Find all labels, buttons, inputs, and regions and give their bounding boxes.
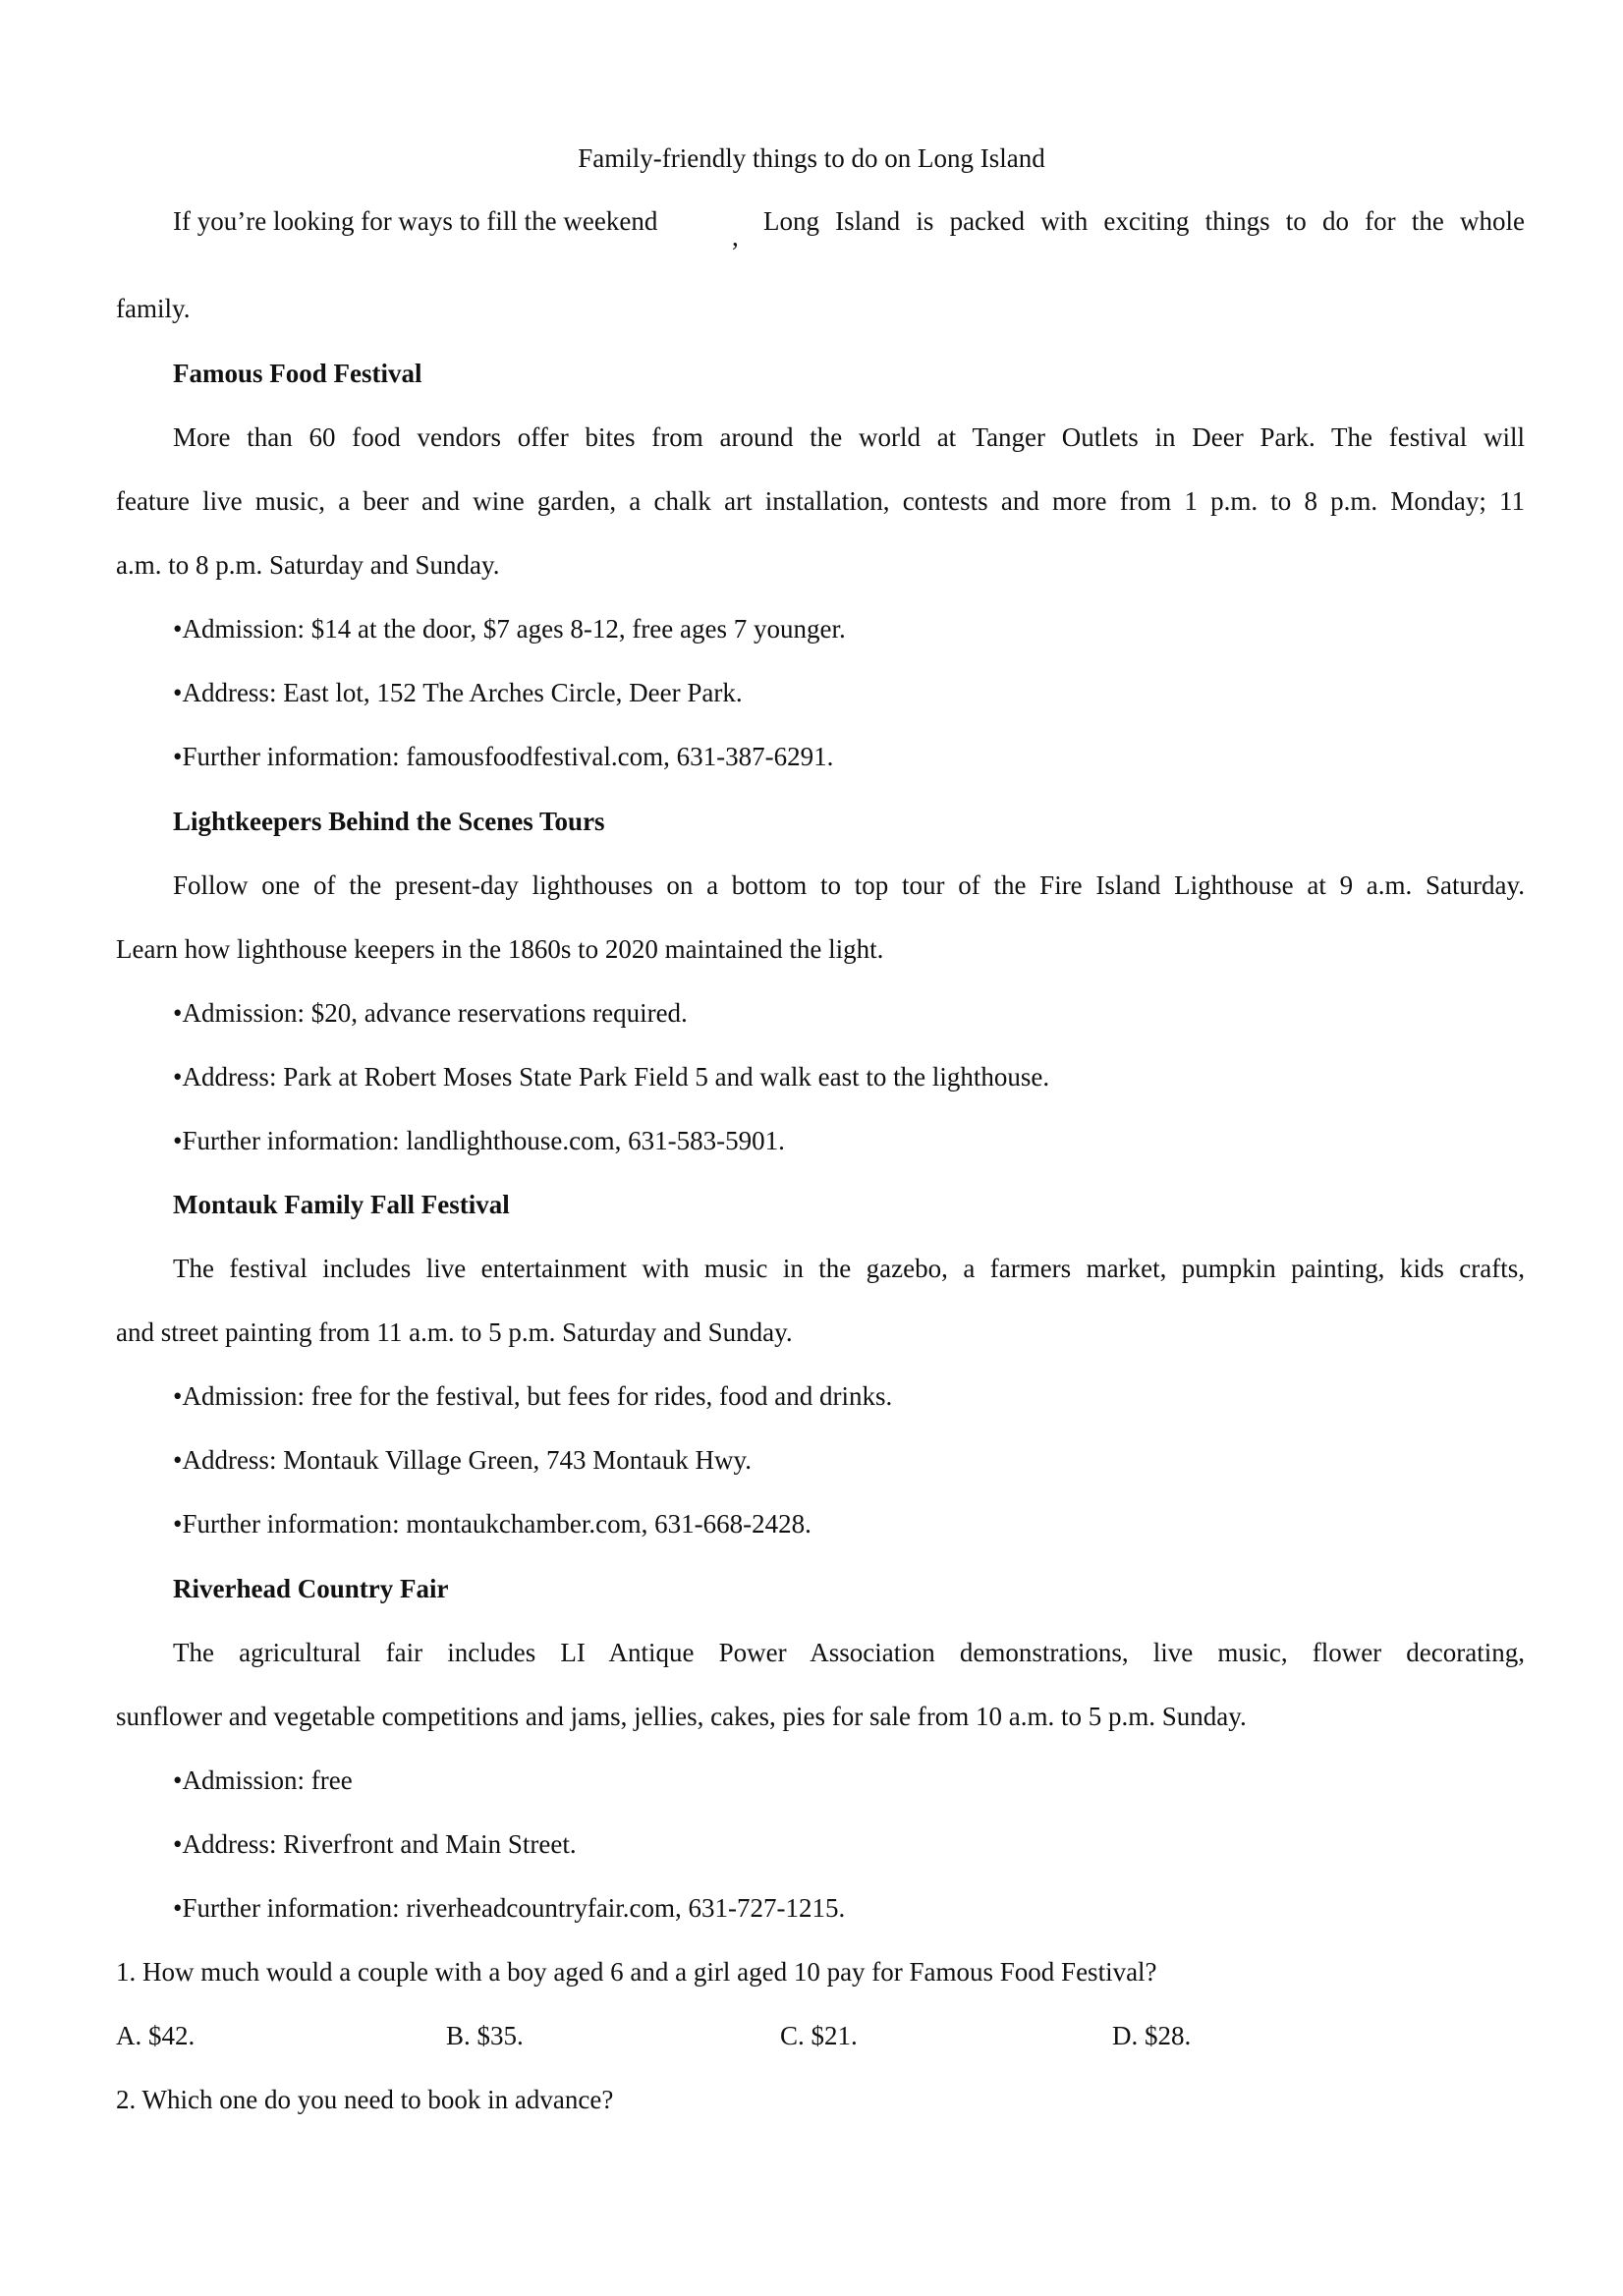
admission-info: •Admission: $20, advance reservations required. [173, 998, 688, 1028]
intro-text-left: If you’re looking for ways to fill the weekend [173, 206, 658, 236]
intro-text-right: Long Island is packed with exciting things to do for the whole [763, 206, 1525, 236]
further-info: •Further information: famousfoodfestival.com, 631-387-6291. [173, 742, 834, 771]
question-text: 1. How much would a couple with a boy aged 6 and a girl aged 10 pay for Famous Food Festival? [116, 1957, 1157, 1987]
section-paragraph-line: a.m. to 8 p.m. Saturday and Sunday. [116, 550, 500, 580]
further-info: •Further information: montaukchamber.com, 631-668-2428. [173, 1509, 812, 1539]
address-info: •Address: Park at Robert Moses State Park Field 5 and walk east to the lighthouse. [173, 1062, 1050, 1092]
answer-option-b: B. $35. [446, 2021, 524, 2050]
section-paragraph-line: The festival includes live entertainment with music in the gazebo, a farmers market, pumpkin painting, kids crafts, [173, 1254, 1525, 1283]
section-paragraph-line: The agricultural fair includes LI Antique Power Association demonstrations, live music, flower decorating, [173, 1638, 1525, 1667]
section-heading: Montauk Family Fall Festival [173, 1190, 510, 1219]
admission-info: •Admission: free for the festival, but fees for rides, food and drinks. [173, 1381, 893, 1411]
section-paragraph-line: Follow one of the present-day lighthouses on a bottom to top tour of the Fire Island Lighthouse at 9 a.m. Saturday. [173, 870, 1525, 900]
answer-option-c: C. $21. [780, 2021, 858, 2050]
intro-text-end: family. [116, 294, 191, 323]
address-info: •Address: Riverfront and Main Street. [173, 1829, 577, 1859]
address-info: •Address: East lot, 152 The Arches Circle, Deer Park. [173, 678, 743, 707]
section-heading: Famous Food Festival [173, 359, 422, 388]
section-paragraph-line: More than 60 food vendors offer bites from around the world at Tanger Outlets in Deer Park. The festival will [173, 422, 1525, 452]
admission-info: •Admission: free [173, 1765, 353, 1795]
section-paragraph-line: feature live music, a beer and wine garden, a chalk art installation, contests and more from 1 p.m. to 8 p.m. Monday; 11 [116, 486, 1525, 516]
section-heading: Riverhead Country Fair [173, 1574, 449, 1603]
section-paragraph-line: Learn how lighthouse keepers in the 1860s to 2020 maintained the light. [116, 934, 884, 964]
address-info: •Address: Montauk Village Green, 743 Montauk Hwy. [173, 1445, 752, 1475]
section-heading: Lightkeepers Behind the Scenes Tours [173, 807, 605, 836]
answer-option-d: D. $28. [1112, 2021, 1192, 2050]
admission-info: •Admission: $14 at the door, $7 ages 8-12, free ages 7 younger. [173, 614, 846, 644]
further-info: •Further information: riverheadcountryfair.com, 631-727-1215. [173, 1893, 846, 1923]
intro-comma: , [732, 222, 739, 252]
answer-option-a: A. $42. [116, 2021, 196, 2050]
further-info: •Further information: landlighthouse.com, 631-583-5901. [173, 1126, 785, 1155]
section-paragraph-line: sunflower and vegetable competitions and jams, jellies, cakes, pies for sale from 10 a.m. to 5 p.m. Sunday. [116, 1702, 1247, 1731]
document-title: Family-friendly things to do on Long Island [578, 143, 1045, 173]
question-text: 2. Which one do you need to book in advance? [116, 2085, 614, 2114]
section-paragraph-line: and street painting from 11 a.m. to 5 p.m. Saturday and Sunday. [116, 1317, 793, 1347]
